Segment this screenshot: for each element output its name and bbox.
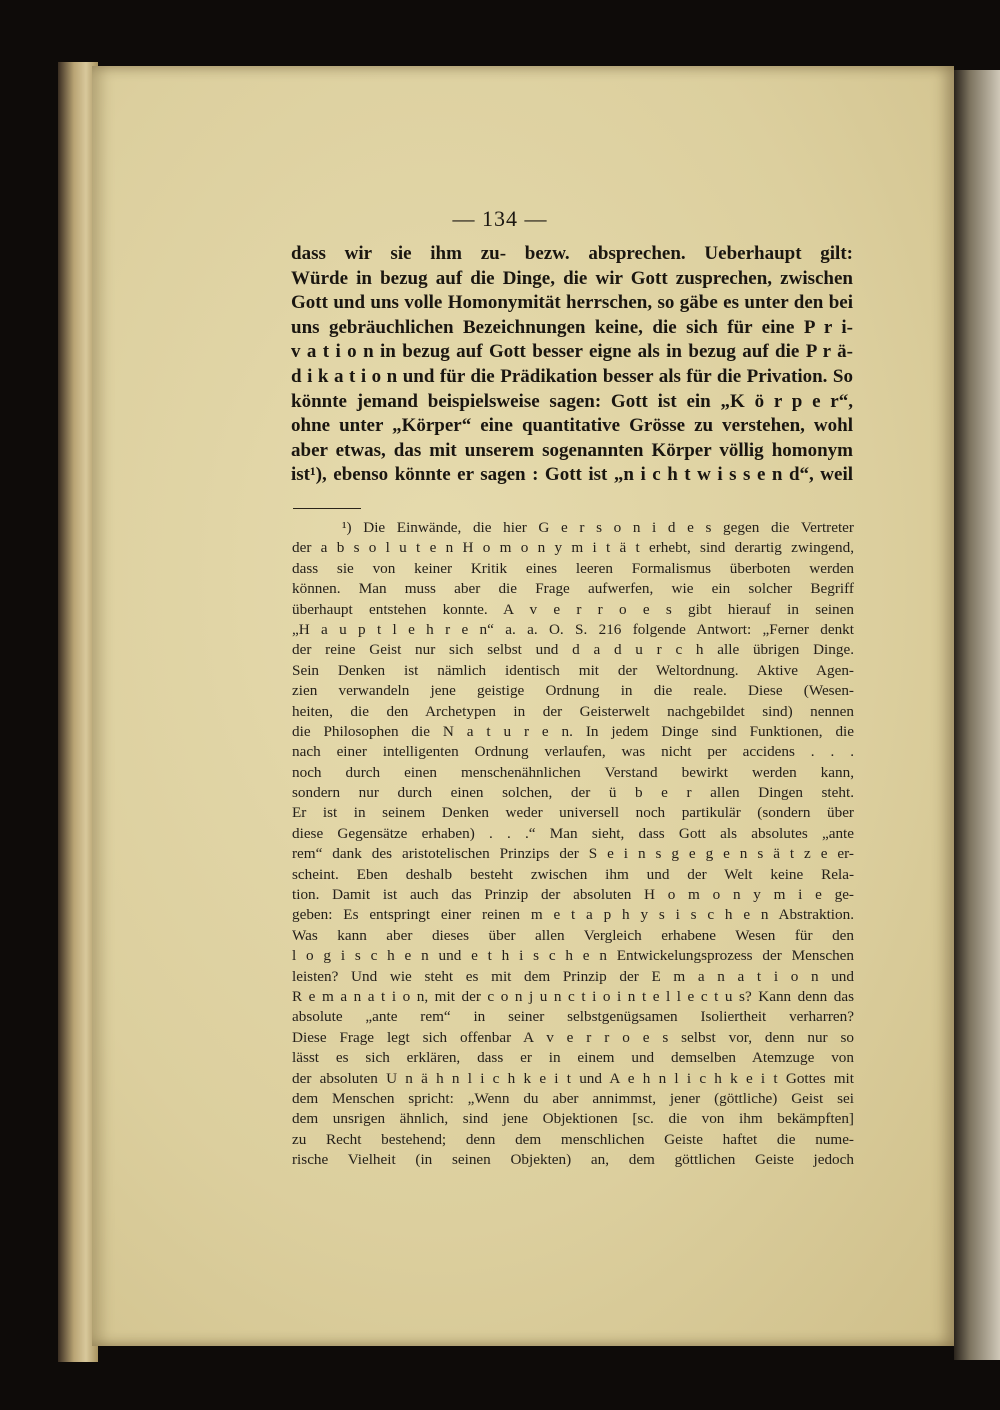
footnote-line: die Philosophen die N a t u r e n. In jedem Dinge sind Funktionen, die — [292, 722, 854, 740]
footnote-line: sondern nur durch einen solchen, der ü b e r allen Dingen steht. — [292, 784, 854, 802]
footnote-line: geben: Es entspringt einer reinen m e t a p h y s i s c h e n Abstraktion. — [292, 906, 854, 924]
footnote-line: ¹) Die Einwände, die hier G e r s o n i d e s gegen die Vertreter — [342, 519, 854, 536]
facing-page-edge — [954, 70, 1000, 1360]
footnote-block — [292, 518, 854, 1171]
footnote-line: rem“ dank des aristotelischen Prinzips der S e i n s g e g e n s ä t z e er- — [292, 845, 854, 863]
footnote-line: dem Menschen spricht: „Wenn du aber annimmst, jener (göttliche) Geist sei — [292, 1089, 854, 1107]
footnote-line: zu Recht bestehend; denn dem menschlichen Geiste haftet die nume- — [292, 1130, 854, 1148]
footnote-line: der reine Geist nur sich selbst und d a d u r c h alle übrigen Dinge. — [292, 641, 854, 659]
main-text-line: ohne unter „Körper“ eine quantitative Grösse zu verstehen, wohl — [291, 415, 853, 437]
footnote-line: diese Gegensätze erhaben) . . .“ Man sieht, dass Gott als absolutes „ante — [292, 824, 854, 842]
page-number: — 134 — — [452, 206, 548, 231]
footnote-line: dass sie von keiner Kritik eines leeren Formalismus überboten werden — [292, 559, 854, 577]
footnote-line: noch durch einen menschenähnlichen Verstand bewirkt werden kann, — [292, 763, 854, 781]
footnote-line: R e m a n a t i o n, mit der c o n j u n c t i o i n t e l l e c t u s? Kann denn das — [292, 987, 854, 1005]
footnote-line: der absoluten U n ä h n l i c h k e i t und A e h n l i c h k e i t Gottes mit — [292, 1069, 854, 1087]
footnote-line: leisten? Und wie steht es mit dem Prinzip der E m a n a t i o n und — [292, 967, 854, 985]
footnote-separator-rule — [293, 508, 361, 509]
footnote-line: können. Man muss aber die Frage aufwerfen, wie ein solcher Begriff — [292, 580, 854, 598]
main-text-line: Würde in bezug auf die Dinge, die wir Gott zusprechen, zwischen — [291, 267, 853, 289]
main-text-block — [291, 242, 853, 488]
footnote-line: zien verwandeln jene geistige Ordnung in die reale. Diese (Wesen- — [292, 682, 854, 700]
footnote-line: „H a u p t l e h r e n“ a. a. O. S. 216 folgende Antwort: „Ferner denkt — [292, 620, 854, 638]
footnote-line: rische Vielheit (in seinen Objekten) an, dem göttlichen Geiste jedoch — [292, 1151, 854, 1169]
main-text-line: v a t i o n in bezug auf Gott besser eigne als in bezug auf die P r ä- — [291, 341, 853, 363]
main-text-line: Gott und uns volle Homonymität herrschen, so gäbe es unter den bei — [291, 292, 853, 314]
main-text-line: uns gebräuchlichen Bezeichnungen keine, die sich für eine P r i- — [291, 316, 853, 338]
main-text-line: aber etwas, das mit unserem sogenannten Körper völlig homonym — [291, 439, 853, 461]
footnote-line: tion. Damit ist auch das Prinzip der absoluten H o m o n y m i e ge- — [292, 886, 854, 904]
footnote-line: überhaupt entstehen konnte. A v e r r o e s gibt hierauf in seinen — [292, 600, 854, 618]
footnote-line: scheint. Eben deshalb besteht zwischen ihm und der Welt keine Rela- — [292, 865, 854, 883]
main-text-line: ist¹), ebenso könnte er sagen : Gott ist „n i c h t w i s s e n d“, weil — [291, 464, 853, 486]
footnote-line: der a b s o l u t e n H o m o n y m i t ä t erhebt, sind derartig zwingend, — [292, 539, 854, 557]
footnote-line: absolute „ante rem“ in seiner selbstgenügsamen Isoliertheit verharren? — [292, 1008, 854, 1026]
footnote-line: nach einer intelligenten Ordnung verlaufen, was nicht per accidens . . . — [292, 743, 854, 761]
main-text-line: d i k a t i o n und für die Prädikation besser als für die Privation. So — [291, 365, 853, 387]
footnote-line: lässt es sich erklären, dass er in einem und demselben Atemzuge von — [292, 1049, 854, 1067]
main-text-line: könnte jemand beispielsweise sagen: Gott ist ein „K ö r p e r“, — [291, 390, 853, 412]
footnote-line: heiten, die den Archetypen in der Geisterwelt nachgebildet sind) nennen — [292, 702, 854, 720]
main-text-line: dass wir sie ihm zu- bezw. absprechen. Ueberhaupt gilt: — [291, 243, 853, 264]
footnote-line: l o g i s c h e n und e t h i s c h e n Entwickelungsprozess der Menschen — [292, 947, 854, 965]
footnote-line: Sein Denken ist nämlich identisch mit der Weltordnung. Aktive Agen- — [292, 661, 854, 679]
footnote-line: Was kann aber dieses über allen Vergleich erhabene Wesen für den — [292, 926, 854, 944]
footnote-line: Diese Frage legt sich offenbar A v e r r o e s selbst vor, denn nur so — [292, 1028, 854, 1046]
footnote-line: dem unsrigen ähnlich, sind jene Objektionen [sc. die von ihm bekämpften] — [292, 1110, 854, 1128]
footnote-line: Er ist in seinem Denken weder universell noch partikulär (sondern über — [292, 804, 854, 822]
